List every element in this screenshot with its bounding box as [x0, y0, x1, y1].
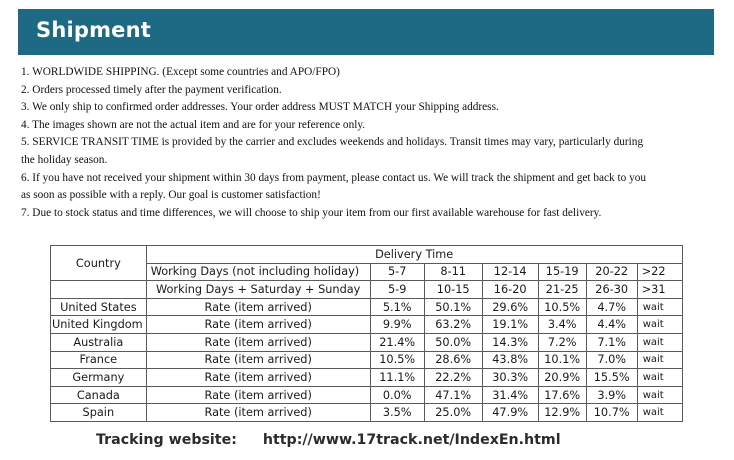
working-days-bucket: 8-11 — [424, 263, 482, 281]
working-days-row — [51, 263, 683, 281]
rate-label: Rate (item arrived) — [146, 298, 370, 316]
rate-value: 63.2% — [424, 316, 482, 334]
rate-value: 47.9% — [482, 404, 538, 422]
rate-value: 7.1% — [586, 333, 637, 351]
policy-line: 4. The images shown are not the actual item and are for your reference only. — [21, 118, 366, 131]
calendar-days-bucket: 26-30 — [586, 281, 637, 299]
rate-value: wait — [637, 333, 682, 351]
country-name: France — [51, 351, 147, 369]
rate-value: 9.9% — [370, 316, 424, 334]
rate-label: Rate (item arrived) — [146, 386, 370, 404]
rate-value: 29.6% — [482, 298, 538, 316]
shipping-policy-list — [21, 64, 721, 222]
rate-value: 47.1% — [424, 386, 482, 404]
rate-value: 10.7% — [586, 404, 637, 422]
policy-line: as soon as possible with a reply. Our goal is customer satisfaction! — [21, 189, 321, 202]
rate-value: 10.5% — [538, 298, 586, 316]
policy-line: 5. SERVICE TRANSIT TIME is provided by the carrier and excludes weekends and holidays. Transit times may vary, particularly during — [21, 136, 644, 149]
tracking-url-link[interactable]: http://www.17track.net/IndexEn.html — [262, 432, 561, 448]
policy-line: 2. Orders processed timely after the payment verification. — [21, 83, 282, 96]
rate-label: Rate (item arrived) — [146, 351, 370, 369]
group-header-row — [51, 246, 683, 264]
table-row — [51, 386, 683, 404]
shipment-banner — [18, 9, 714, 55]
rate-value: 20.9% — [538, 369, 586, 387]
calendar-days-row — [51, 281, 683, 299]
calendar-days-bucket: 21-25 — [538, 281, 586, 299]
country-name: United States — [51, 298, 147, 316]
rate-value: 5.1% — [370, 298, 424, 316]
rate-value: 7.0% — [586, 351, 637, 369]
rate-value: 31.4% — [482, 386, 538, 404]
table-row — [51, 351, 683, 369]
rate-value: wait — [637, 386, 682, 404]
rate-value: wait — [637, 298, 682, 316]
rate-label: Rate (item arrived) — [146, 333, 370, 351]
delivery-rate-table — [50, 245, 683, 422]
rate-value: 10.1% — [538, 351, 586, 369]
rate-value: 30.3% — [482, 369, 538, 387]
tracking-line — [96, 432, 561, 448]
calendar-days-bucket: 10-15 — [424, 281, 482, 299]
table-row — [51, 333, 683, 351]
rate-label: Rate (item arrived) — [146, 369, 370, 387]
rate-value: 25.0% — [424, 404, 482, 422]
page-title: Shipment — [36, 18, 152, 42]
policy-line: 7. Due to stock status and time differences, we will choose to ship your item from our first available warehouse for fast delivery. — [21, 206, 602, 219]
working-days-bucket: 20-22 — [586, 263, 637, 281]
rate-value: wait — [637, 369, 682, 387]
policy-line: 3. We only ship to confirmed order addresses. Your order address MUST MATCH your Shipping address. — [21, 101, 499, 114]
country-name: Canada — [51, 386, 147, 404]
rate-label: Rate (item arrived) — [146, 404, 370, 422]
country-name: Spain — [51, 404, 147, 422]
rate-value: 10.5% — [370, 351, 424, 369]
rate-value: 50.0% — [424, 333, 482, 351]
rate-value: 21.4% — [370, 333, 424, 351]
policy-line: 1. WORLDWIDE SHIPPING. (Except some countries and APO/FPO) — [21, 66, 340, 78]
rate-value: 4.7% — [586, 298, 637, 316]
calendar-days-bucket: 16-20 — [482, 281, 538, 299]
country-header: Country — [51, 246, 147, 281]
rate-value: 22.2% — [424, 369, 482, 387]
rate-value: 7.2% — [538, 333, 586, 351]
working-days-bucket: >22 — [637, 263, 682, 281]
rate-value: 15.5% — [586, 369, 637, 387]
rate-value: 43.8% — [482, 351, 538, 369]
table-row — [51, 404, 683, 422]
table-row — [51, 298, 683, 316]
rate-value: wait — [637, 351, 682, 369]
rate-value: 0.0% — [370, 386, 424, 404]
country-name: United Kingdom — [51, 316, 147, 334]
policy-line: the holiday season. — [21, 153, 108, 166]
rate-value: 19.1% — [482, 316, 538, 334]
country-name: Australia — [51, 333, 147, 351]
empty-cell — [51, 281, 147, 299]
table-row — [51, 316, 683, 334]
working-days-bucket: 12-14 — [482, 263, 538, 281]
rate-value: wait — [637, 404, 682, 422]
rate-value: 50.1% — [424, 298, 482, 316]
country-name: Germany — [51, 369, 147, 387]
rate-value: 3.9% — [586, 386, 637, 404]
rate-label: Rate (item arrived) — [146, 316, 370, 334]
working-days-bucket: 15-19 — [538, 263, 586, 281]
rate-value: 12.9% — [538, 404, 586, 422]
rate-value: 4.4% — [586, 316, 637, 334]
tracking-label: Tracking website: — [96, 432, 237, 448]
rate-value: 11.1% — [370, 369, 424, 387]
calendar-days-label: Working Days + Saturday + Sunday — [146, 281, 370, 299]
table-row — [51, 369, 683, 387]
rate-value: wait — [637, 316, 682, 334]
rate-value: 28.6% — [424, 351, 482, 369]
working-days-bucket: 5-7 — [370, 263, 424, 281]
policy-line: 6. If you have not received your shipment within 30 days from payment, please contact us. We will track the shipment and get back to you — [21, 171, 647, 184]
delivery-time-header: Delivery Time — [146, 246, 682, 264]
rate-value: 14.3% — [482, 333, 538, 351]
calendar-days-bucket: >31 — [637, 281, 682, 299]
rate-value: 3.4% — [538, 316, 586, 334]
rate-value: 17.6% — [538, 386, 586, 404]
delivery-rate-table-wrap — [50, 245, 683, 422]
rate-value: 3.5% — [370, 404, 424, 422]
working-days-label: Working Days (not including holiday) — [146, 263, 370, 281]
calendar-days-bucket: 5-9 — [370, 281, 424, 299]
